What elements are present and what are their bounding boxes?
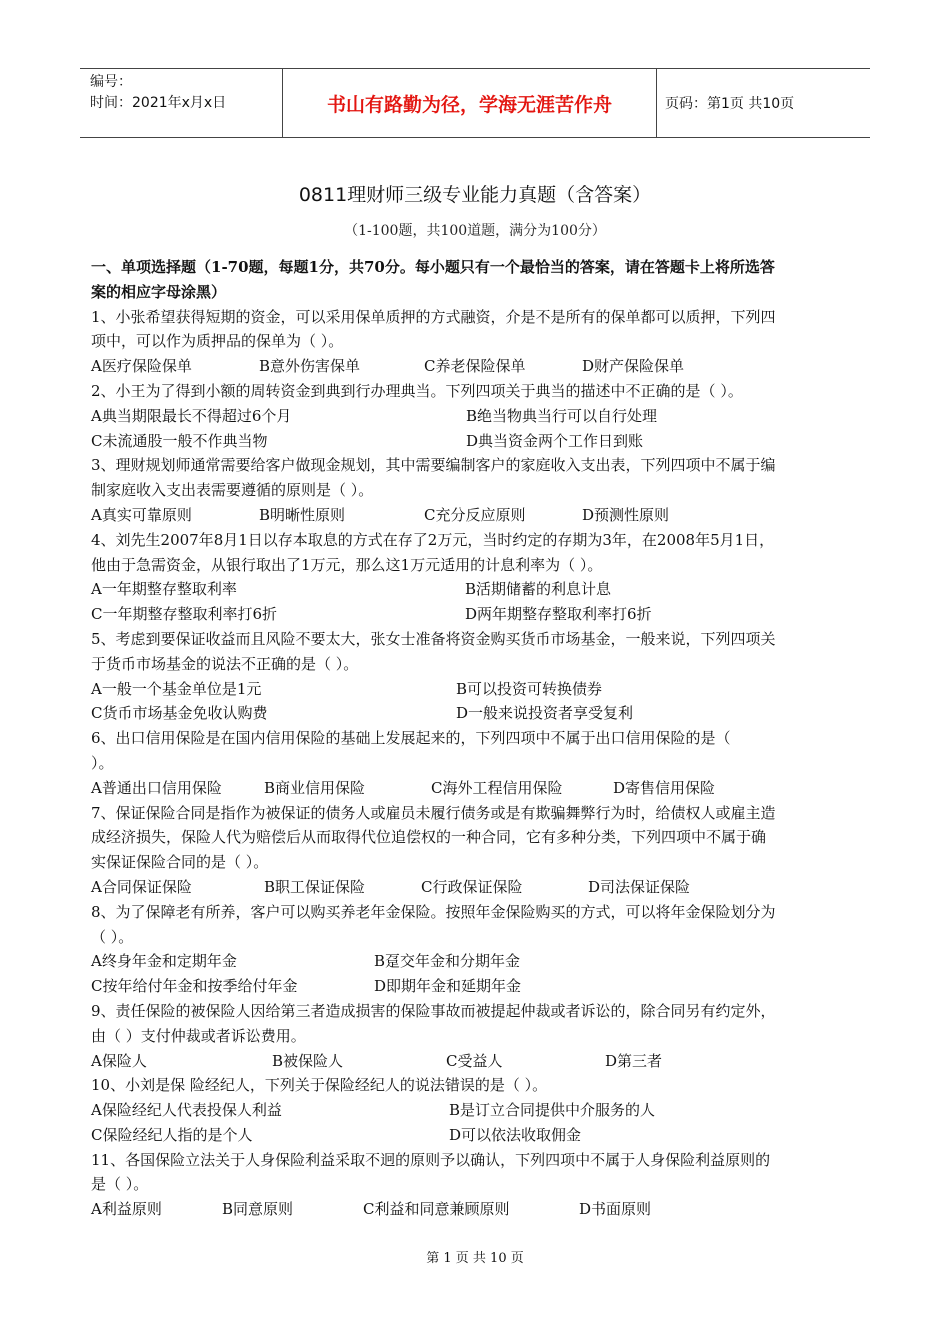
option-d: D即期年金和延期年金 bbox=[374, 977, 522, 996]
option-a: A典当期限最长不得超过6个月 bbox=[91, 406, 292, 425]
option-c: C充分反应原则 bbox=[424, 505, 526, 524]
option-c: C养老保险保单 bbox=[424, 357, 526, 376]
question-text: 他由于急需资金，从银行取出了1万元，那么这1万元适用的计息利率为（ ）。 bbox=[91, 555, 603, 574]
option-c: C货币市场基金免收认购费 bbox=[91, 704, 268, 723]
question-text: 5、考虑到要保证收益而且风险不要太大，张女士准备将资金购买货币市场基金，一般来说，下列四项关 bbox=[91, 629, 776, 648]
option-d: D书面原则 bbox=[579, 1200, 652, 1219]
option-row bbox=[91, 577, 871, 602]
option-d: D寄售信用保险 bbox=[613, 778, 716, 797]
question-item bbox=[91, 627, 871, 726]
option-b: B同意原则 bbox=[222, 1200, 294, 1219]
option-row bbox=[91, 404, 871, 429]
question-text: 于货币市场基金的说法不正确的是（ ）。 bbox=[91, 654, 359, 673]
question-text: 由（ ）支付仲裁或者诉讼费用。 bbox=[91, 1026, 306, 1045]
question-text: 制家庭收入支出表需要遵循的原则是（ ）。 bbox=[91, 481, 374, 500]
question-item bbox=[91, 379, 871, 453]
question-text: 7、保证保险合同是指作为被保证的债务人或雇员未履行债务或是有欺骗舞弊行为时，给债权人或雇主造 bbox=[91, 803, 776, 822]
option-row bbox=[91, 875, 871, 900]
option-c: C按年给付年金和按季给付年金 bbox=[91, 977, 298, 996]
option-c: C行政保证保险 bbox=[421, 877, 523, 896]
question-text: 1、小张希望获得短期的资金，可以采用保单质押的方式融资，介是不是所有的保单都可以质押，下列四 bbox=[91, 307, 776, 326]
option-a: A普通出口信用保险 bbox=[91, 778, 222, 797]
option-b: B被保险人 bbox=[272, 1051, 344, 1070]
document-subtitle: （1-100题，共100道题，满分为100分） bbox=[344, 223, 606, 239]
option-c: C利益和同意兼顾原则 bbox=[363, 1200, 510, 1219]
question-item bbox=[91, 453, 871, 527]
number-label: 编号： bbox=[90, 74, 132, 90]
page-header bbox=[80, 68, 870, 138]
question-item bbox=[91, 1073, 871, 1147]
question-text: 项中，可以作为质押品的保单为（ ）。 bbox=[91, 332, 344, 351]
question-text: 8、为了保障老有所养，客户可以购买养老年金保险。按照年金保险购买的方式，可以将年金保险划分为 bbox=[91, 902, 776, 921]
question-text: ）。 bbox=[91, 753, 114, 772]
header-page-info: 页码：第1页 共10页 bbox=[665, 96, 795, 112]
option-d: D典当资金两个工作日到账 bbox=[466, 431, 644, 450]
option-d: D两年期整存整取利率打6折 bbox=[465, 605, 652, 624]
option-b: B绝当物典当行可以自行处理 bbox=[466, 406, 658, 425]
option-b: B意外伤害保单 bbox=[259, 357, 361, 376]
question-text: 是（ ）。 bbox=[91, 1175, 149, 1194]
option-d: D可以依法收取佣金 bbox=[449, 1125, 582, 1144]
option-row bbox=[91, 1197, 871, 1222]
question-text: 9、责任保险的被保险人因给第三者造成损害的保险事故而被提起仲裁或者诉讼的，除合同另有约定外， bbox=[91, 1001, 776, 1020]
question-item bbox=[91, 528, 871, 627]
question-text: 实保证保险合同的是（ ）。 bbox=[91, 853, 269, 872]
option-a: A保险经纪人代表投保人利益 bbox=[91, 1101, 282, 1120]
option-d: D一般来说投资者享受复利 bbox=[456, 704, 634, 723]
option-row bbox=[91, 776, 871, 801]
option-b: B可以投资可转换债券 bbox=[456, 679, 603, 698]
option-b: B是订立合同提供中介服务的人 bbox=[449, 1101, 656, 1120]
question-text: 4、刘先生2007年8月1日以存本取息的方式在存了2万元，当时约定的存期为3年，在2008年5月1日， bbox=[91, 530, 775, 549]
option-b: B职工保证保险 bbox=[264, 877, 366, 896]
date-label: 时间：2021年x月x日 bbox=[90, 95, 227, 111]
option-row bbox=[91, 974, 871, 999]
option-c: C保险经纪人指的是个人 bbox=[91, 1125, 253, 1144]
document-title: 0811理财师三级专业能力真题（含答案） bbox=[298, 184, 652, 206]
option-row bbox=[91, 677, 871, 702]
option-a: A医疗保险保单 bbox=[91, 357, 192, 376]
option-row bbox=[91, 1123, 871, 1148]
question-text: 11、各国保险立法关于人身保险利益采取不迥的原则予以确认，下列四项中不属于人身保险利益原则的 bbox=[91, 1150, 771, 1169]
option-d: D司法保证保险 bbox=[588, 877, 691, 896]
header-meta bbox=[80, 69, 283, 137]
option-b: B明晰性原则 bbox=[259, 505, 346, 524]
option-row bbox=[91, 701, 871, 726]
option-a: A保险人 bbox=[91, 1051, 147, 1070]
option-row bbox=[91, 429, 871, 454]
question-item bbox=[91, 999, 871, 1073]
option-row bbox=[91, 602, 871, 627]
option-d: D第三者 bbox=[605, 1051, 663, 1070]
question-item bbox=[91, 1148, 871, 1222]
option-d: D预测性原则 bbox=[582, 505, 670, 524]
question-text: 6、出口信用保险是在国内信用保险的基础上发展起来的，下列四项中不属于出口信用保险的是（ bbox=[91, 729, 731, 748]
option-b: B趸交年金和分期年金 bbox=[374, 952, 521, 971]
option-c: C未流通股一般不作典当物 bbox=[91, 431, 268, 450]
option-a: A一年期整存整取利率 bbox=[91, 580, 237, 599]
section-heading-cont: 案的相应字母涂黑） bbox=[91, 282, 227, 301]
option-row bbox=[91, 1049, 871, 1074]
question-item bbox=[91, 726, 871, 800]
question-text: 3、理财规划师通常需要给客户做现金规划，其中需要编制客户的家庭收入支出表，下列四项中不属于编 bbox=[91, 456, 776, 475]
option-b: B活期储蓄的利息计息 bbox=[465, 580, 612, 599]
question-text: 成经济损失，保险人代为赔偿后从而取得代位追偿权的一种合同，它有多种分类，下列四项中不属于确 bbox=[91, 828, 767, 847]
section-heading: 一、单项选择题（1-70题，每题1分，共70分。每小题只有一个最恰当的答案，请在答题卡上将所选答 bbox=[91, 258, 775, 276]
option-a: A一般一个基金单位是1元 bbox=[91, 679, 262, 698]
question-text: 2、小王为了得到小额的周转资金到典到行办理典当。下列四项关于典当的描述中不正确的是（ ）。 bbox=[91, 381, 743, 400]
option-row bbox=[91, 949, 871, 974]
option-row bbox=[91, 354, 871, 379]
question-item bbox=[91, 900, 871, 999]
option-row bbox=[91, 1098, 871, 1123]
question-text: （ ）。 bbox=[91, 927, 134, 946]
option-d: D财产保险保单 bbox=[582, 357, 685, 376]
option-a: A合同保证保险 bbox=[91, 877, 192, 896]
option-c: C受益人 bbox=[446, 1051, 503, 1070]
question-item bbox=[91, 305, 871, 379]
page-footer: 第 1 页 共 10 页 bbox=[426, 1251, 524, 1266]
option-row bbox=[91, 503, 871, 528]
question-item bbox=[91, 801, 871, 900]
option-b: B商业信用保险 bbox=[264, 778, 366, 797]
header-motto: 书山有路勤为径，学海无涯苦作舟 bbox=[283, 69, 657, 137]
option-c: C一年期整存整取利率打6折 bbox=[91, 605, 278, 624]
question-list bbox=[91, 255, 871, 1222]
option-a: A真实可靠原则 bbox=[91, 505, 192, 524]
option-a: A利益原则 bbox=[91, 1200, 162, 1219]
question-text: 10、小刘是保 险经纪人，下列关于保险经纪人的说法错误的是（ ）。 bbox=[91, 1076, 548, 1095]
option-c: C海外工程信用保险 bbox=[431, 778, 563, 797]
option-a: A终身年金和定期年金 bbox=[91, 952, 237, 971]
